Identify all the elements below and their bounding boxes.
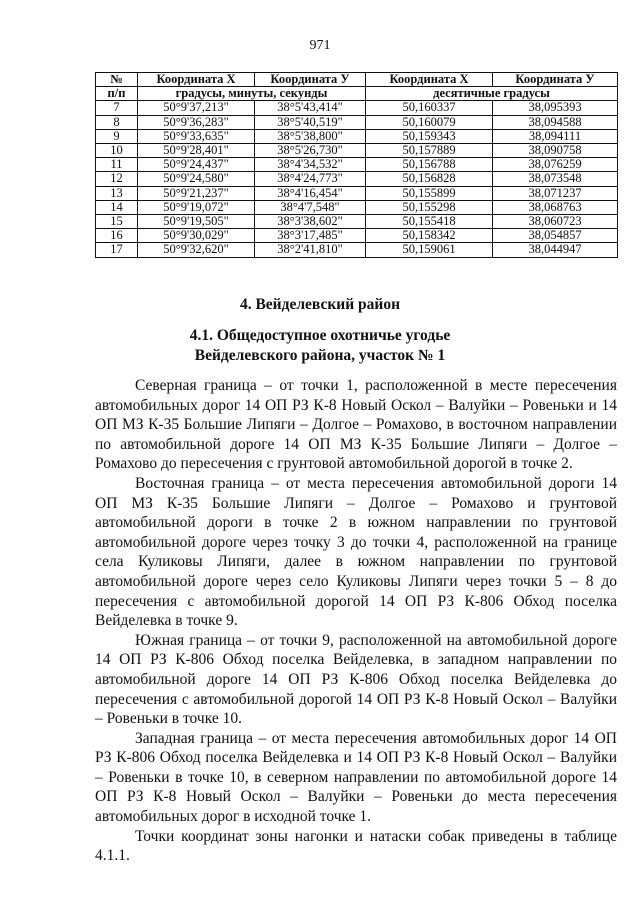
- cell-y-dms: 38°4'7,548": [255, 200, 366, 214]
- cell-x-dec: 50,159343: [366, 129, 493, 143]
- cell-x-dms: 50°9'24,580": [138, 172, 255, 186]
- cell-y-dec: 38,068763: [493, 200, 618, 214]
- cell-x-dec: 50,155298: [366, 200, 493, 214]
- paragraph-table-reference: Точки координат зоны нагонки и натаски собак приведены в таблице 4.1.1.: [95, 827, 617, 865]
- cell-x-dms: 50°9'37,213": [138, 101, 255, 115]
- cell-y-dec: 38,090758: [493, 144, 618, 158]
- col-header-y-dms: Координата У: [255, 73, 366, 87]
- table-row: [96, 158, 618, 172]
- cell-number: 14: [96, 200, 138, 214]
- cell-x-dec: 50,155899: [366, 186, 493, 200]
- col-header-dec-units: десятичные градусы: [366, 87, 618, 101]
- cell-number: 8: [96, 115, 138, 129]
- cell-y-dec: 38,095393: [493, 101, 618, 115]
- cell-y-dms: 38°3'17,485": [255, 229, 366, 243]
- cell-x-dms: 50°9'28,401": [138, 144, 255, 158]
- cell-y-dms: 38°5'40,519": [255, 115, 366, 129]
- cell-x-dec: 50,156828: [366, 172, 493, 186]
- col-header-dms-units: градусы, минуты, секунды: [138, 87, 366, 101]
- cell-number: 12: [96, 172, 138, 186]
- cell-number: 9: [96, 129, 138, 143]
- cell-x-dms: 50°9'36,283": [138, 115, 255, 129]
- cell-x-dms: 50°9'32,620": [138, 243, 255, 257]
- table-row: [96, 200, 618, 214]
- table-header-row: [96, 73, 618, 87]
- cell-y-dms: 38°3'38,602": [255, 215, 366, 229]
- cell-y-dms: 38°2'41,810": [255, 243, 366, 257]
- table-subheader-row: [96, 87, 618, 101]
- cell-y-dms: 38°4'16,454": [255, 186, 366, 200]
- col-header-number: №: [96, 73, 138, 87]
- coordinates-table: [95, 72, 618, 258]
- cell-x-dms: 50°9'24,437": [138, 158, 255, 172]
- cell-x-dec: 50,155418: [366, 215, 493, 229]
- cell-x-dms: 50°9'21,237": [138, 186, 255, 200]
- subsection-heading-line2: Вейделевского района, участок № 1: [194, 347, 446, 364]
- paragraph-east-border: Восточная граница – от места пересечения автомобильной дороги 14 ОП МЗ К-35 Большие Липяги – Долгое – Ромахово и грунтовой автомобильной дороги в точке 2 в южном направлении по грунтовой автомобильной дороге через точку 3 до точки 4, расположенной на границе села Куликовы Липяги, далее в южном направлении по грунтовой автомобильной дороге через село Куликовы Липяги через точки 5 – 8 до пересечения с автомобильной дорогой 14 ОП РЗ К-806 Обход поселка Вейделевка в точке 9.: [95, 474, 617, 630]
- col-header-pp: п/п: [96, 87, 138, 101]
- cell-y-dms: 38°5'26,730": [255, 144, 366, 158]
- cell-y-dec: 38,094111: [493, 129, 618, 143]
- cell-y-dms: 38°5'43,414": [255, 101, 366, 115]
- cell-x-dec: 50,160337: [366, 101, 493, 115]
- cell-number: 13: [96, 186, 138, 200]
- col-header-y-dec: Координата У: [493, 73, 618, 87]
- table-row: [96, 229, 618, 243]
- cell-x-dms: 50°9'33,635": [138, 129, 255, 143]
- table-row: [96, 186, 618, 200]
- table-row: [96, 144, 618, 158]
- cell-y-dec: 38,073548: [493, 172, 618, 186]
- cell-y-dms: 38°5'38,800": [255, 129, 366, 143]
- table-body: [96, 101, 618, 257]
- cell-y-dec: 38,094588: [493, 115, 618, 129]
- table-row: [96, 215, 618, 229]
- cell-x-dec: 50,156788: [366, 158, 493, 172]
- cell-x-dec: 50,158342: [366, 229, 493, 243]
- paragraph-south-border: Южная граница – от точки 9, расположенной на автомобильной дороге 14 ОП РЗ К-806 Обход поселка Вейделевка, в западном направлении по автомобильной дороге 14 ОП РЗ К-806 Обход поселка Вейделевка до пересечения с автомобильной дорогой 14 ОП РЗ К-8 Новый Оскол – Валуйки – Ровеньки в точке 10.: [95, 631, 617, 728]
- cell-x-dec: 50,159061: [366, 243, 493, 257]
- cell-x-dms: 50°9'19,505": [138, 215, 255, 229]
- cell-y-dec: 38,054857: [493, 229, 618, 243]
- col-header-x-dms: Координата X: [138, 73, 255, 87]
- cell-number: 16: [96, 229, 138, 243]
- paragraph-west-border: Западная граница – от места пересечения автомобильных дорог 14 ОП РЗ К-806 Обход поселка Вейделевка и 14 ОП РЗ К-8 Новый Оскол – Валуйки – Ровеньки в точке 10, в северном направлении по автомобильной дороге 14 ОП РЗ К-8 Новый Оскол – Валуйки – Ровеньки до места пересечения автомобильных дорог в исходной точке 1.: [95, 729, 617, 826]
- cell-y-dec: 38,076259: [493, 158, 618, 172]
- cell-x-dms: 50°9'30,029": [138, 229, 255, 243]
- cell-y-dms: 38°4'34,532": [255, 158, 366, 172]
- cell-number: 11: [96, 158, 138, 172]
- cell-y-dec: 38,044947: [493, 243, 618, 257]
- col-header-x-dec: Координата X: [366, 73, 493, 87]
- cell-number: 7: [96, 101, 138, 115]
- table-row: [96, 101, 618, 115]
- cell-x-dec: 50,157889: [366, 144, 493, 158]
- table-row: [96, 129, 618, 143]
- cell-number: 15: [96, 215, 138, 229]
- section-heading: 4. Вейделевский район: [239, 296, 401, 313]
- cell-number: 10: [96, 144, 138, 158]
- cell-x-dec: 50,160079: [366, 115, 493, 129]
- table-row: [96, 115, 618, 129]
- cell-y-dms: 38°4'24,773": [255, 172, 366, 186]
- cell-number: 17: [96, 243, 138, 257]
- page-number: 971: [309, 38, 331, 53]
- cell-y-dec: 38,060723: [493, 215, 618, 229]
- cell-y-dec: 38,071237: [493, 186, 618, 200]
- subsection-heading-line1: 4.1. Общедоступное охотничье угодье: [189, 327, 451, 344]
- body-text: [95, 376, 617, 866]
- cell-x-dms: 50°9'19,072": [138, 200, 255, 214]
- table-row: [96, 172, 618, 186]
- table-row: [96, 243, 618, 257]
- paragraph-north-border: Северная граница – от точки 1, расположенной в месте пересечения автомобильных дорог 14 ОП РЗ К-8 Новый Оскол – Валуйки – Ровеньки и 14 ОП МЗ К-35 Большие Липяги – Долгое – Ромахово, в восточном направлении по автомобильной дороге 14 ОП МЗ К-35 Большие Липяги – Долгое – Ромахово до пересечения с грунтовой автомобильной дорогой в точке 2.: [95, 377, 617, 473]
